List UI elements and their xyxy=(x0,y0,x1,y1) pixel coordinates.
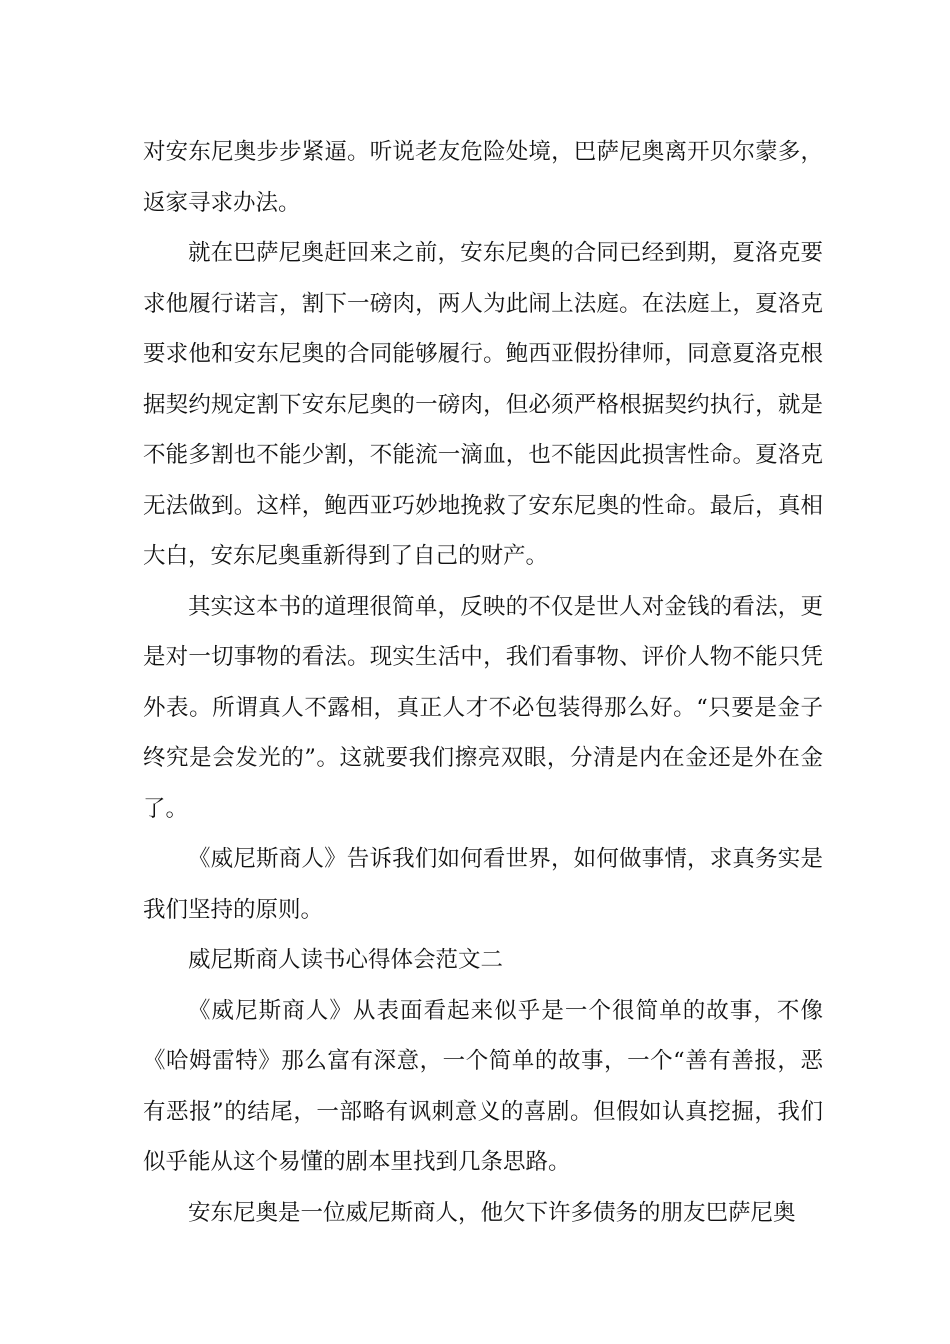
section-heading: 威尼斯商人读书心得体会范文二 xyxy=(188,947,504,973)
paragraph-3: 其实这本书的道理很简单，反映的不仅是世人对金钱的看法，更是对一切事物的看法。现实生活中，我们看事物、评价人物不能只凭外表。所谓真人不露相，真正人才不必包装得那么好。“只要是金子终究是会发光的”。这就要我们擦亮双眼，分清是内在金还是外在金了。 xyxy=(143,593,823,822)
paragraph-6: 安东尼奥是一位威尼斯商人，他欠下许多债务的朋友巴萨尼奥 xyxy=(188,1199,796,1226)
paragraph-4: 《威尼斯商人》告诉我们如何看世界，如何做事情，求真务实是我们坚持的原则。 xyxy=(143,846,823,923)
paragraph-1: 对安东尼奥步步紧逼。听说老友危险处境，巴萨尼奥离开贝尔蒙多，返家寻求办法。 xyxy=(143,139,823,216)
document-body xyxy=(143,127,823,1238)
paragraph-5: 《威尼斯商人》从表面看起来似乎是一个很简单的故事，不像《哈姆雷特》那么富有深意，一个简单的故事，一个“善有善报，恶有恶报”的结尾，一部略有讽刺意义的喜剧。但假如认真挖掘，我们似乎能从这个易懂的剧本里找到几条思路。 xyxy=(143,997,823,1175)
paragraph-2: 就在巴萨尼奥赶回来之前，安东尼奥的合同已经到期，夏洛克要求他履行诺言，割下一磅肉，两人为此闹上法庭。在法庭上，夏洛克要求他和安东尼奥的合同能够履行。鲍西亚假扮律师，同意夏洛克根据契约规定割下安东尼奥的一磅肉，但必须严格根据契约执行，就是不能多割也不能少割，不能流一滴血，也不能因此损害性命。夏洛克无法做到。这样，鲍西亚巧妙地挽救了安东尼奥的性命。最后，真相大白，安东尼奥重新得到了自己的财产。 xyxy=(143,240,823,569)
